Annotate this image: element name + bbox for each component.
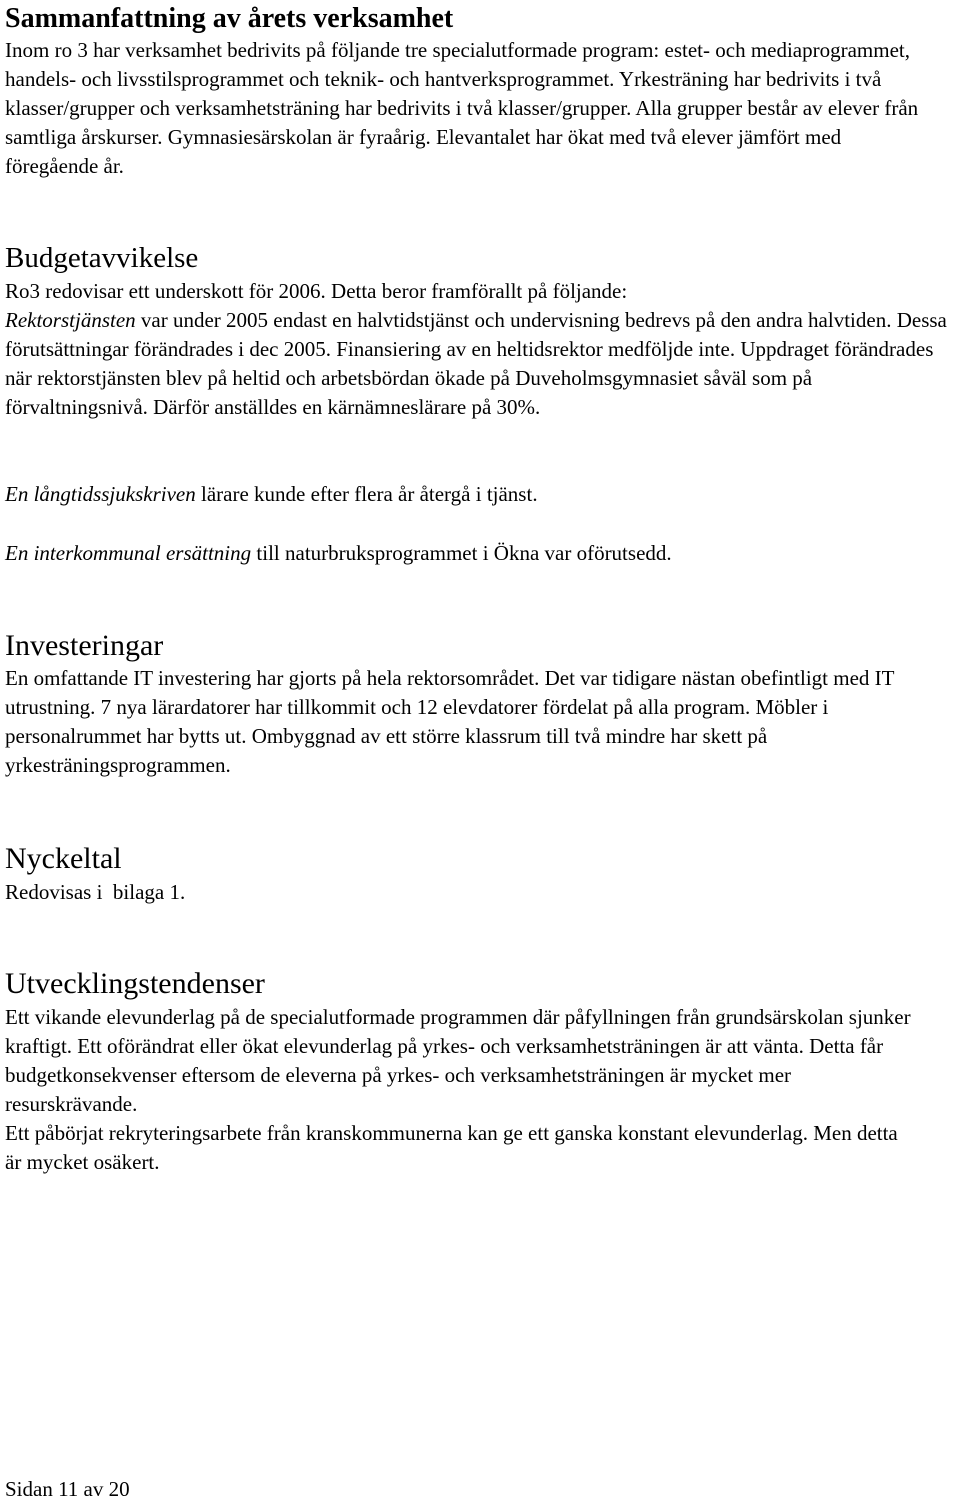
budget-lead-text: Ro3 redovisar ett underskott för 2006. Detta beror framförallt på följande: [5,279,628,303]
paragraph-budgetavvikelse [5,277,960,422]
sjukskriven-italic: En långtidssjukskriven [5,482,196,506]
utveckling-text-2: Ett påbörjat rekryteringsarbete från kranskommunerna kan ge ett ganska konstant elevunderlag. Men detta är mycket osäkert. [5,1121,898,1174]
sjukskriven-text: lärare kunde efter flera år återgå i tjänst. [195,482,538,506]
page-number-footer: Sidan 11 av 20 [5,1477,130,1501]
budget-rektor-text: var under 2005 endast en halvtidstjänst och undervisning bedrevs på den andra halvtiden. Dessa förutsättningar förändrades i dec 2005. Finansiering av en heltidsrektor medföljde inte. Uppdraget förändrades när rektorstjänsten blev på heltid och arbetsbördan ökade på Duveholmsgymnasiet såväl som på förvaltningsnivå. Därför anställdes en kärnämneslärare på 30%. [5,308,947,419]
paragraph-investeringar: En omfattande IT investering har gjorts på hela rektorsområdet. Det var tidigare nästan obefintligt med IT utrustning. 7 nya lärardatorer har tillkommit och 12 elevdatorer fördelat på alla program. Möbler i personalrummet har bytts ut. Ombyggnad av ett större klassrum till två mindre har skett på yrkesträningsprogrammen. [5,666,895,777]
heading-budgetavvikelse: Budgetavvikelse [5,242,199,274]
budget-rektor-italic: Rektorstjänsten [5,308,136,332]
heading-nyckeltal: Nyckeltal [5,842,122,875]
paragraph-utvecklingstendenser [5,1003,915,1177]
interkommunal-text: till naturbruksprogrammet i Ökna var oförutsedd. [251,541,672,565]
paragraph-sjukskriven [5,480,538,509]
heading-utvecklingstendenser: Utvecklingstendenser [5,967,265,1000]
interkommunal-italic: En interkommunal ersättning [5,541,252,565]
heading-sammanfattning: Sammanfattning av årets verksamhet [5,3,454,34]
heading-investeringar: Investeringar [5,629,164,662]
paragraph-interkommunal [5,539,672,568]
utveckling-text-1: Ett vikande elevunderlag på de specialutformade programmen där påfyllningen från grundsärskolan sjunker kraftigt. Ett oförändrat eller ökat elevunderlag på yrkes- och verksamhetsträningen är att vänta. Detta får budgetkonsekvenser eftersom de eleverna på yrkes- och verksamhetsträningen är mycket mer resurskrävande. [5,1005,911,1116]
paragraph-nyckeltal: Redovisas i bilaga 1. [5,880,186,904]
paragraph-sammanfattning: Inom ro 3 har verksamhet bedrivits på följande tre specialutformade program: estet- och mediaprogrammet, handels- och livsstilsprogrammet och teknik- och hantverksprogrammet. Yrkesträning har bedrivits i två klasser/grupper och verksamhetsträning har bedrivits i två klasser/grupper. Alla grupper består av elever från samtliga årskurser. Gymnasiesärskolan är fyraårig. Elevantalet har ökat med två elever jämfört med föregående år. [5,38,919,178]
